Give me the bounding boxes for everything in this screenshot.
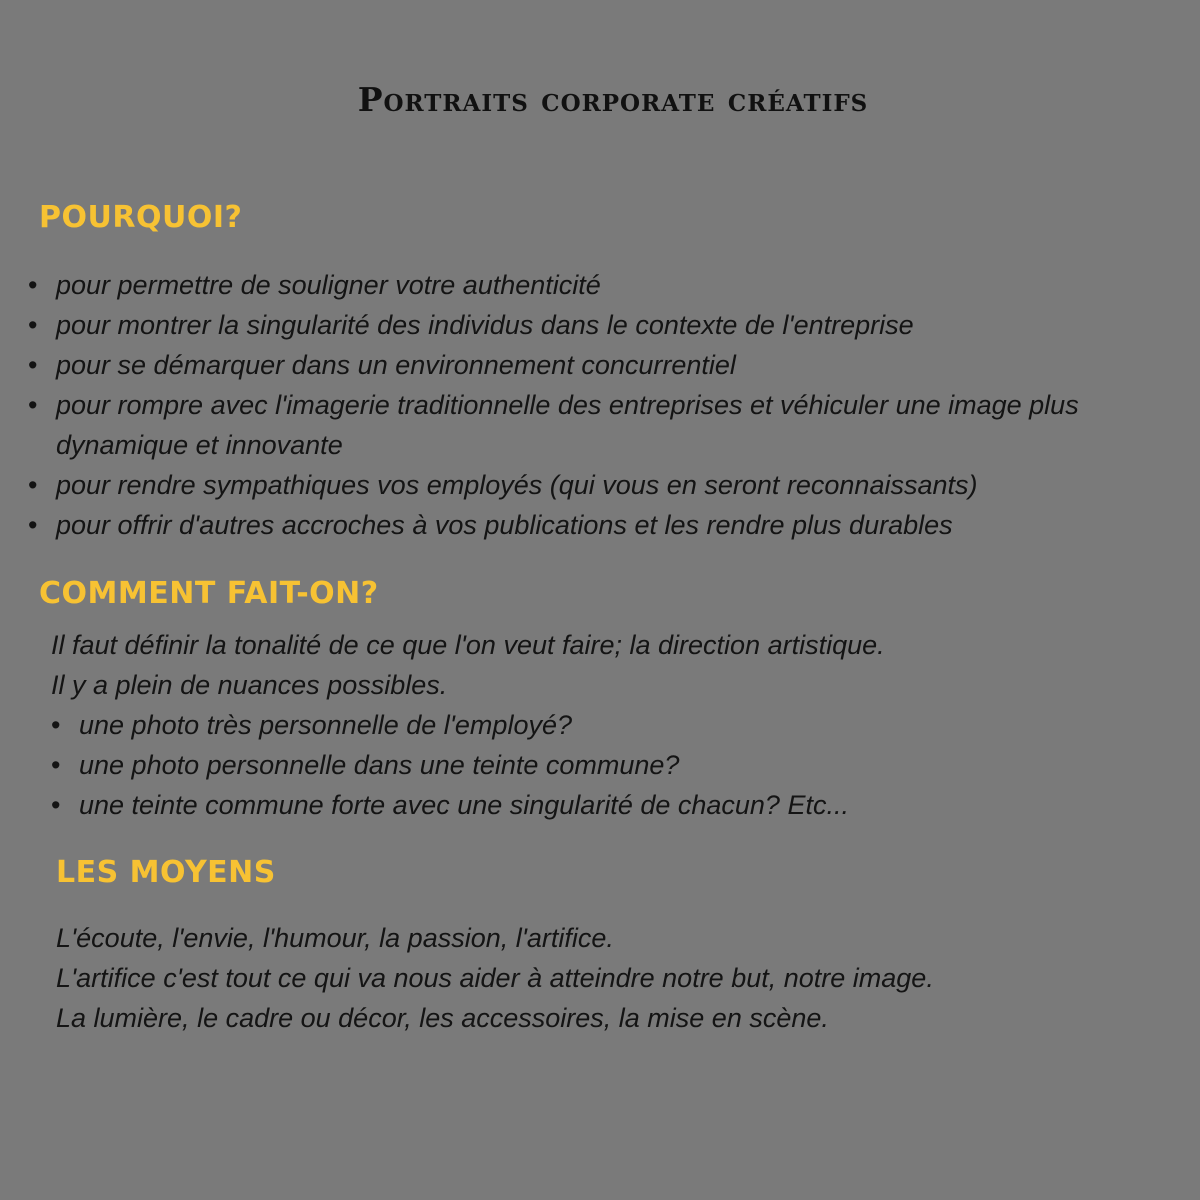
bullet-icon: • [28, 470, 38, 500]
list-comment-fait-on [51, 705, 1151, 825]
list-item-text: pour rendre sympathiques vos employés (qui vous en seront reconnaissants) [56, 470, 978, 500]
list-item [51, 785, 1151, 825]
bullet-icon: • [51, 790, 61, 820]
list-item [28, 465, 1158, 505]
list-item-text: pour rompre avec l'imagerie traditionnelle des entreprises et véhiculer une image plus dynamique et innovante [56, 390, 1079, 460]
bullet-icon: • [51, 710, 61, 740]
list-item [28, 265, 1158, 305]
bullet-icon: • [51, 750, 61, 780]
means-line: L'écoute, l'envie, l'humour, la passion, l'artifice. [56, 923, 614, 953]
means-line: La lumière, le cadre ou décor, les accessoires, la mise en scène. [56, 1003, 829, 1033]
heading-comment-fait-on: COMMENT FAIT-ON? [39, 576, 379, 611]
how-intro-line: Il faut définir la tonalité de ce que l'on veut faire; la direction artistique. [51, 630, 885, 660]
bullet-icon: • [28, 350, 38, 380]
bullet-icon: • [28, 270, 38, 300]
list-item [28, 385, 1158, 465]
heading-les-moyens: LES MOYENS [56, 855, 276, 890]
list-item-text: une photo très personnelle de l'employé? [79, 710, 572, 740]
list-pourquoi [28, 265, 1158, 545]
bullet-icon: • [28, 310, 38, 340]
list-item [28, 505, 1158, 545]
list-item-text: pour se démarquer dans un environnement concurrentiel [56, 350, 736, 380]
bullet-icon: • [28, 510, 38, 540]
list-item [51, 705, 1151, 745]
how-intro-line: Il y a plein de nuances possibles. [51, 670, 448, 700]
list-item-text: pour permettre de souligner votre authenticité [56, 270, 601, 300]
bullet-icon: • [28, 390, 38, 420]
list-item [28, 345, 1158, 385]
heading-pourquoi: POURQUOI? [39, 200, 243, 235]
list-item-text: pour offrir d'autres accroches à vos publications et les rendre plus durables [56, 510, 953, 540]
page-title: Portraits corporate créatifs [357, 80, 869, 119]
list-item [51, 745, 1151, 785]
means-line: L'artifice c'est tout ce qui va nous aider à atteindre notre but, notre image. [56, 963, 934, 993]
list-item [28, 305, 1158, 345]
list-item-text: pour montrer la singularité des individus dans le contexte de l'entreprise [56, 310, 914, 340]
list-item-text: une teinte commune forte avec une singularité de chacun? Etc... [79, 790, 849, 820]
list-item-text: une photo personnelle dans une teinte commune? [79, 750, 680, 780]
